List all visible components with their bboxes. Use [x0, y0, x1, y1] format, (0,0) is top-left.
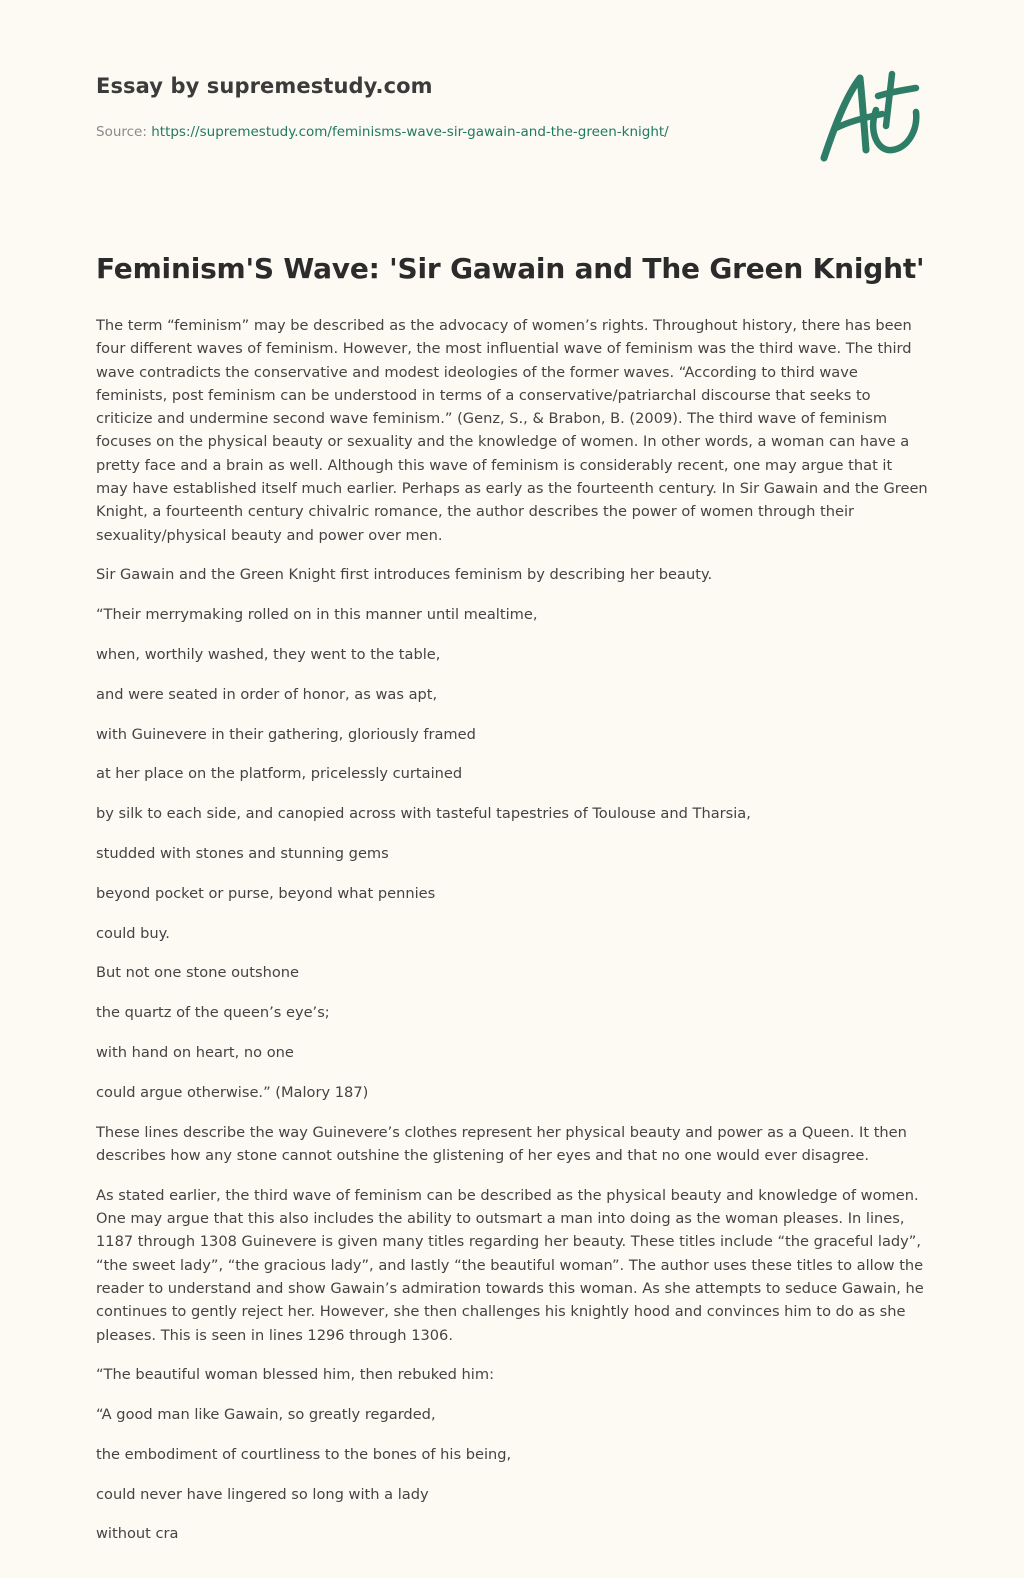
quote-line: by silk to each side, and canopied across with tasteful tapestries of Toulouse and Tharsia,: [96, 805, 751, 823]
paragraph: As stated earlier, the third wave of feminism can be described as the physical beauty and knowledge of women. One may argue that this also includes the ability to outsmart a man into doing as the woman pleases. In lines, 1187 through 1308 Guinevere is given many titles regarding her beauty. These titles include “the graceful lady”, “the sweet lady”, “the gracious lady”, and lastly “the beautiful woman”. The author uses these titles to allow the reader to understand and show Gawain’s admiration towards this woman. As she attempts to seduce Gawain, he continues to gently reject her. However, she then challenges his knightly hood and convinces him to do as she pleases. This is seen in lines 1296 through 1306.: [96, 1186, 924, 1344]
quote-line: “A good man like Gawain, so greatly regarded,: [96, 1406, 436, 1424]
quote-line: and were seated in order of honor, as was apt,: [96, 685, 438, 703]
quote-line: could argue otherwise.” (Malory 187): [96, 1083, 369, 1101]
source-line: [96, 124, 796, 140]
brand-title: Essay by supremestudy.com: [96, 74, 433, 98]
quote-line: the embodiment of courtliness to the bones of his being,: [96, 1445, 512, 1463]
quote-line: when, worthily washed, they went to the table,: [96, 646, 441, 664]
paragraph: The term “feminism” may be described as the advocacy of women’s rights. Throughout history, there has been four different waves of feminism. However, the most influential wave of feminism was the third wave. The third wave contradicts the conservative and modest ideologies of the former waves. “According to third wave feminists, post feminism can be understood in terms of a conservative/patriarchal discourse that seeks to criticize and undermine second wave feminism.” (Genz, S., & Brabon, B. (2009). The third wave of feminism focuses on the physical beauty or sexuality and the knowledge of women. In other words, a woman can have a pretty face and a brain as well. Although this wave of feminism is considerably recent, one may argue that it may have established itself much earlier. Perhaps as early as the fourteenth century. In Sir Gawain and the Green Knight, a fourteenth century chivalric romance, the author describes the power of women through their sexuality/physical beauty and power over men.: [96, 317, 928, 544]
quote-line: But not one stone outshone: [96, 964, 299, 982]
paragraph: These lines describe the way Guinevere’s clothes represent her physical beauty and power as a Queen. It then describes how any stone cannot outshine the glistening of her eyes and that no one would ever disagree.: [96, 1123, 907, 1164]
essay-header: [96, 74, 796, 140]
paragraph: Sir Gawain and the Green Knight first introduces feminism by describing her beauty.: [96, 566, 713, 584]
quote-line: with Guinevere in their gathering, gloriously framed: [96, 725, 476, 743]
quote-line: could buy.: [96, 924, 170, 942]
quote-line: the quartz of the queen’s eye’s;: [96, 1004, 330, 1022]
quote-line: with hand on heart, no one: [96, 1044, 294, 1062]
quote-line: “The beautiful woman blessed him, then rebuked him:: [96, 1366, 494, 1384]
essay-body: [96, 314, 928, 1562]
source-link[interactable]: https://supremestudy.com/feminisms-wave-sir-gawain-and-the-green-knight/: [151, 124, 669, 140]
a-plus-logo-icon: [818, 66, 924, 166]
logo-plus-horizontal: [878, 88, 916, 96]
page-title: Feminism'S Wave: 'Sir Gawain and The Green Knight': [96, 252, 925, 285]
quote-line: could never have lingered so long with a lady: [96, 1485, 429, 1503]
quote-line: without cra: [96, 1525, 179, 1543]
logo-plus-vertical: [886, 74, 892, 126]
quote-line: “Their merrymaking rolled on in this manner until mealtime,: [96, 606, 538, 624]
quote-line: beyond pocket or purse, beyond what pennies: [96, 884, 436, 902]
quote-line: studded with stones and stunning gems: [96, 845, 389, 863]
source-label: Source:: [96, 124, 147, 140]
quote-line: at her place on the platform, pricelessly curtained: [96, 765, 463, 783]
